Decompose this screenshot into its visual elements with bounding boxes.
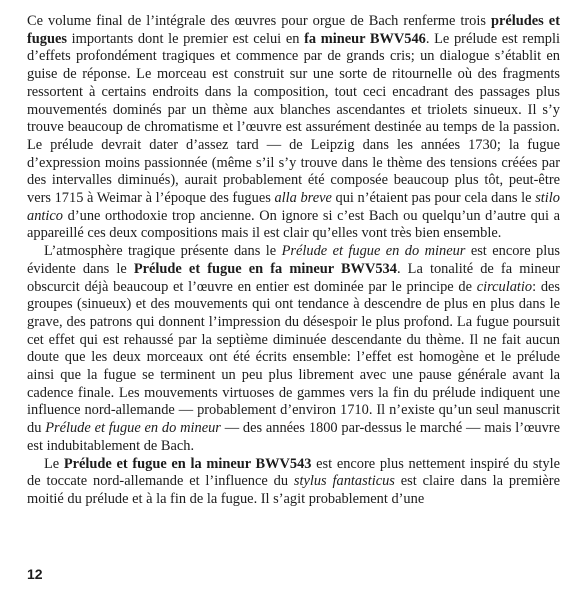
emphasis-italic: stylus fantasticus (293, 473, 395, 490)
text-run: qui n’étaient pas pour cela dans le (331, 190, 536, 207)
text-run: importants dont le premier est celui en (66, 30, 305, 47)
text-run: Le (44, 455, 64, 472)
emphasis-bold: Prélude et fugue en la mineur BWV543 (63, 455, 312, 472)
emphasis-italic: Prélude et fugue en do mineur (45, 420, 221, 437)
text-run: . Le prélude est rempli d’effets profondément tragiques et commence par de grands cris; un dialogue s’établit en guise de réponse. Le morceau est construit sur une sorte de ritournelle où des fragments ressortent à certains endroits dans la composition, tout ceci encadrant des passages plus mouvementés dominés par un thème aux blanches ascendantes et triolets sinueux. Il s’y trouve beaucoup de chromatisme et l’œuvre est assurément destinée au temps de la passion. Le prélude devrait dater d’assez tard — de Leipzig dans les années 1730; la fugue d’expression moins passionnée (même s’il s’y trouve dans le thème des tensions créées par des intervalles diminués), aurait probablement été composée beaucoup plus tôt, peut-être vers 1715 à Weimar à l’époque des fugues (27, 30, 560, 207)
text-run: est claire dans la première moitié du prélude et à la fin de la fugue. Il s’agit probablement d’une (27, 473, 560, 507)
text-run: . La tonalité de fa mineur obscurcit déjà beaucoup et l’œuvre en entier est dominée par le principe de (27, 260, 560, 295)
text-run: — des années 1800 par-dessus le marché — mais l’œuvre est indubitablement de Bach. (27, 420, 560, 454)
book-page-text (27, 13, 560, 509)
emphasis-bold: fa mineur BWV546 (304, 30, 426, 47)
text-run: est encore plus nettement inspiré du style de toccate nord-allemande et l’influence du (27, 455, 560, 490)
text-run: Ce volume final de l’intégrale des œuvres pour orgue de Bach renferme trois (27, 13, 491, 29)
emphasis-bold: Prélude et fugue en fa mineur BWV534 (133, 260, 397, 277)
emphasis-bold: préludes et fugues (27, 13, 560, 47)
text-run: L’atmosphère tragique présente dans le (44, 243, 282, 260)
paragraph-bwv534 (27, 243, 560, 455)
emphasis-italic: Prélude et fugue en do mineur (281, 243, 466, 260)
text-run: d’une orthodoxie trop ancienne. On ignore si c’est Bach ou quelqu’un d’autre qui a appareillé ces deux compositions mais il est clair qu’elles vont très bien ensemble. (27, 207, 560, 242)
emphasis-italic: circulatio (476, 278, 533, 295)
paragraph-bwv543 (27, 456, 560, 509)
text-run: est encore plus évidente dans le (27, 243, 560, 277)
page-number: 12 (27, 566, 43, 582)
emphasis-italic: stilo antico (27, 190, 560, 224)
paragraph-bwv546 (27, 13, 560, 243)
emphasis-italic: alla breve (274, 190, 332, 207)
text-run: : des groupes (sinueux) et des mouvements qui ont tendance à descendre de plus en plus dans le grave, des patrons qui donnent l’impression du désespoir le plus profond. La fugue poursuit cet effet qui est rehaussé par la septième diminuée descendante du thème. Il ne fait aucun doute que les deux morceaux ont été écrits ensemble: l’effet est homogène et le prélude ainsi que la fugue se terminent un peu plus librement avec une pause générale avant la cadence finale. Les mouvements virtuoses de gammes vers la fin du prélude indiquent une influence nord-allemande — probablement d’environ 1710. Il n’existe qu’un seul manuscrit du (27, 278, 561, 437)
